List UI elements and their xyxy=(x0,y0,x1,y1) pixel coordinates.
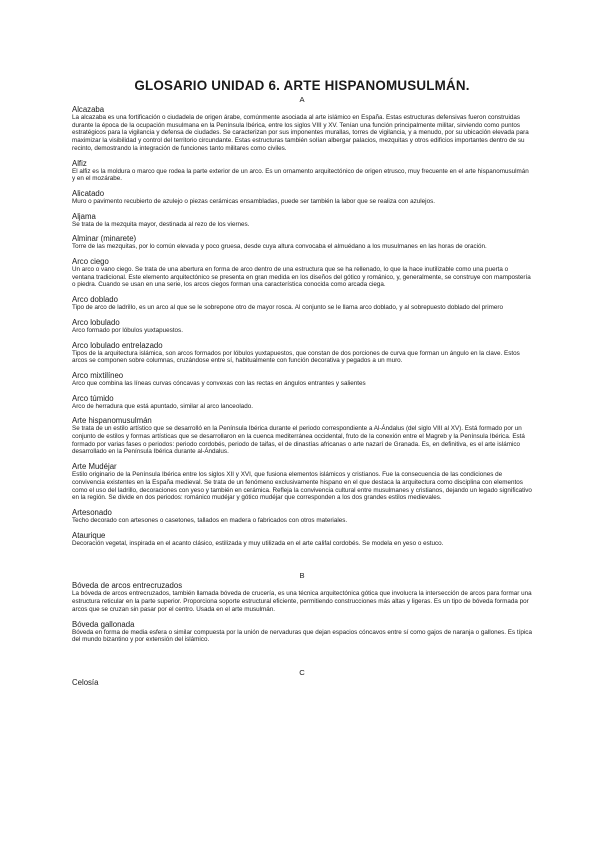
glossary-term: Alcazaba xyxy=(72,105,105,114)
glossary-entry xyxy=(72,508,532,525)
glossary-entry xyxy=(72,212,532,229)
glossary-definition: Arco de herradura que está apuntado, similar al arco lanceolado. xyxy=(72,402,253,410)
glossary-definition: El alfiz es la moldura o marco que rodea la parte exterior de un arco. Es un ornamento arquitectónico de origen etrusco, muy frecuente en el arte hispanomusulmán y en el mozárabe. xyxy=(72,167,529,183)
glossary-entry xyxy=(72,531,532,548)
glossary-term: Alminar (minarete) xyxy=(72,234,137,244)
glossary-page xyxy=(72,78,532,693)
glossary-term: Celosía xyxy=(72,677,99,687)
glossary-sections xyxy=(72,95,532,687)
glossary-entry xyxy=(72,159,532,183)
glossary-term: Arco mixtilíneo xyxy=(72,370,124,380)
glossary-term: Bóveda de arcos entrecruzados xyxy=(72,581,183,591)
glossary-entry xyxy=(72,234,532,251)
section-letter: A xyxy=(299,95,305,104)
glossary-term: Alicatado xyxy=(72,188,105,198)
glossary-definition: La alcazaba es una fortificación o ciudadela de origen árabe, comúnmente asociada al arte islámico en España. Estas estructuras defensivas fueron construidas durante la época de la ocupación musulmana en la Península Ibérica, entre los siglos VIII y XV. Tenían una función principalmente militar, sirviendo como puntos estratégicos para la vigilancia y defensa de ciudades. Se caracterizan por sus imponentes murallas, torres de vigilancia, y a menudo, por su ubicación elevada para maximizar la visibilidad y control del territorio circundante. Estas estructuras también solían albergar palacios, mezquitas y otros edificios importantes dentro de su recinto, demostrando la integración de funciones tanto militares como civiles. xyxy=(72,114,529,152)
glossary-term: Arco doblado xyxy=(72,295,118,305)
section-spacer xyxy=(72,553,532,569)
glossary-definition: Torre de las mezquitas, por lo común elevada y poco gruesa, desde cuya altura convocaba el almuédano a los musulmanes en las horas de oración. xyxy=(72,243,487,251)
glossary-term: Arco lobulado xyxy=(72,317,120,327)
glossary-definition: Se trata de la mezquita mayor, destinada al rezo de los viernes. xyxy=(72,220,250,228)
glossary-entry xyxy=(72,257,532,289)
glossary-term: Arte Mudéjar xyxy=(72,462,117,472)
glossary-definition: Arco formado por lóbulos yuxtapuestos. xyxy=(72,326,183,334)
glossary-entry xyxy=(72,416,532,456)
glossary-term: Arte hispanomusulmán xyxy=(72,416,152,426)
glossary-definition: Se trata de un estilo artístico que se desarrolló en la Península Ibérica durante el periodo correspondiente a Al-Ándalus (del siglo VIII al XV). Está formado por un conjunto de estilos y formas artísticas que se desarrollaron en la cuenca mediterránea occidental, fruto de la conexión entre el Magreb y la Península Ibérica. Está formado por varias fases o periodos: periodo cordobés, periodo de taifas, el de dinastías africanas o arte nazarí de Granada. Es, en definitiva, es el arte islámico desarrollado en la Península Ibérica durante al-Ándalus. xyxy=(72,425,525,456)
glossary-definition: Tipos de la arquitectura islámica, son arcos formados por lóbulos yuxtapuestos, que constan de dos porciones de curva que forman un ángulo en la clave. Estos arcos se componen sobre columnas, cruzándose entre sí, habitualmente con función decorativa y pegados a un muro. xyxy=(72,349,520,365)
glossary-definition: Un arco o vano ciego. Se trata de una abertura en forma de arco dentro de una estructura que se ha rellenado, lo que la hace inutilizable como una puerta o ventana tradicional. Este elemento arquitectónico se presenta en gran medida en los diseños del gótico y románico, y, generalmente, se construye con mampostería o piedra. Cuando se usan en una serie, los arcos ciegos forman una característica conocida como arcada ciega. xyxy=(72,266,531,289)
glossary-definition: Techo decorado con artesones o casetones, tallados en madera o fabricados con otros materiales. xyxy=(72,516,348,524)
glossary-term: Arco túmido xyxy=(72,393,114,403)
glossary-entry xyxy=(72,318,532,335)
glossary-entry xyxy=(72,189,532,206)
glossary-definition: La bóveda de arcos entrecruzados, también llamada bóveda de crucería, es una técnica arquitectónica gótica que involucra la intersección de arcos para formar una estructura reticular en la parte superior. Proporciona soporte estructural eficiente, permitiendo construcciones más altas y ligeras. Es un tipo de bóveda formada por arcos que se cruzan sin pasar por el centro. Usada en el arte musulmán. xyxy=(72,590,532,613)
glossary-entry xyxy=(72,371,532,388)
glossary-entry xyxy=(72,394,532,411)
glossary-entry xyxy=(72,295,532,312)
glossary-definition: Estilo originario de la Península Ibérica entre los siglos XII y XVI, que fusiona elementos islámicos y cristianos. Fue la consecuencia de las condiciones de convivencia existentes en la España medieval. Se trata de un fenómeno exclusivamente hispano en el que destaca la arquitectura como disciplina con elementos como el uso del ladrillo, decoraciones con yeso y también en cerámica. Refleja la convivencia cultural entre musulmanes y cristianos, dejando un legado significativo en la región. Se divide en dos periodos: románico mudéjar y gótico mudéjar que corresponden a los dos grandes estilos medievales. xyxy=(72,471,532,502)
glossary-definition: Bóveda en forma de media esfera o similar compuesta por la unión de nervaduras que dejan espacios cóncavos entre sí como gajos de naranja o gallones. Es típica del mundo bizantino y por extensión del islámico. xyxy=(72,628,532,644)
glossary-entry xyxy=(72,462,532,502)
glossary-entry xyxy=(72,581,532,613)
section-spacer xyxy=(72,650,532,666)
glossary-entry xyxy=(72,678,532,687)
glossary-term: Ataurique xyxy=(72,530,106,540)
glossary-term: Bóveda gallonada xyxy=(72,619,135,629)
glossary-term: Artesonado xyxy=(72,507,112,517)
glossary-definition: Arco que combina las líneas curvas cóncavas y convexas con las rectas en ángulos entrantes y salientes xyxy=(72,379,366,387)
glossary-entry xyxy=(72,105,532,153)
glossary-term: Arco lobulado entrelazado xyxy=(72,340,163,350)
glossary-term: Aljama xyxy=(72,211,96,221)
glossary-definition: Tipo de arco de ladrillo, es un arco al que se le sobrepone otro de mayor rosca. Al conjunto se le llama arco doblado, y al sobrepuesto doblado del primero xyxy=(72,304,504,312)
glossary-term: Alfiz xyxy=(72,158,87,168)
glossary-term: Arco ciego xyxy=(72,257,109,267)
glossary-definition: Muro o pavimento recubierto de azulejo o piezas cerámicas ensambladas, puede ser también la labor que se realiza con azulejos. xyxy=(72,197,435,205)
glossary-definition: Decoración vegetal, inspirada en el acanto clásico, estilizada y muy utilizada en el arte califal cordobés. Se modela en yeso o estuco. xyxy=(72,539,444,547)
section-letter: C xyxy=(299,667,305,677)
page-title: GLOSARIO UNIDAD 6. ARTE HISPANOMUSULMÁN. xyxy=(134,78,470,93)
section-letter: B xyxy=(299,571,305,581)
glossary-entry xyxy=(72,620,532,644)
glossary-entry xyxy=(72,341,532,365)
